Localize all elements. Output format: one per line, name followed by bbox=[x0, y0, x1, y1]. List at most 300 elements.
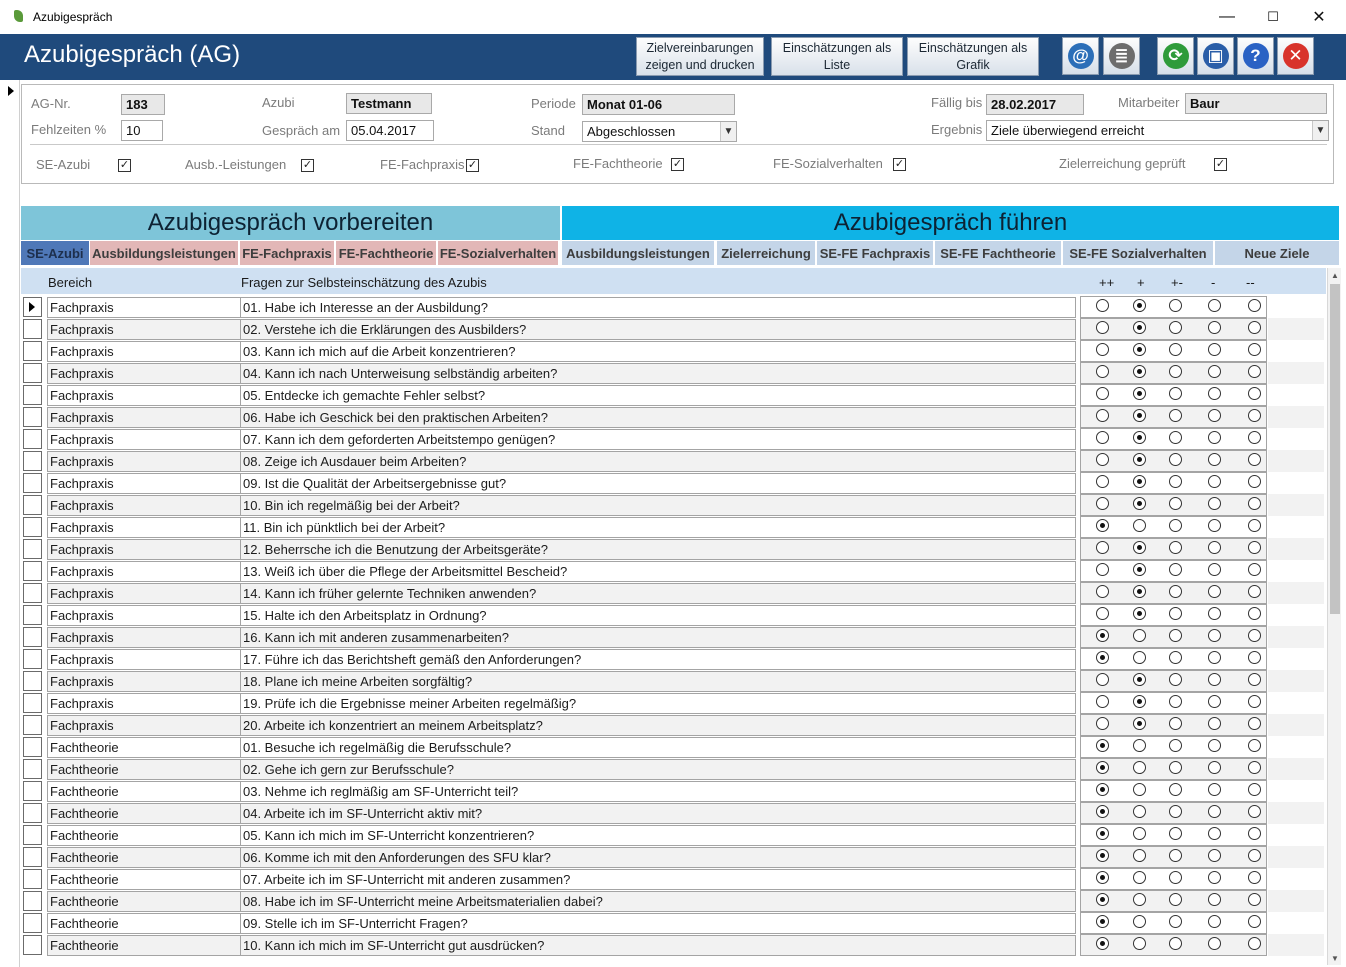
rating-radio-3[interactable] bbox=[1169, 497, 1182, 510]
save-button[interactable] bbox=[1197, 37, 1234, 75]
cell-bereich[interactable]: Fachtheorie bbox=[47, 781, 240, 802]
rating-radio-5[interactable] bbox=[1248, 717, 1261, 730]
table-row[interactable] bbox=[21, 670, 1326, 692]
cell-frage[interactable]: 11. Bin ich pünktlich bei der Arbeit? bbox=[240, 517, 1076, 538]
azubi-field[interactable]: Testmann bbox=[346, 93, 432, 114]
rating-radio-2[interactable] bbox=[1133, 849, 1146, 862]
rating-radio-4[interactable] bbox=[1208, 299, 1221, 312]
rating-radio-2[interactable] bbox=[1133, 717, 1146, 730]
faellig-field[interactable]: 28.02.2017 bbox=[986, 94, 1084, 115]
cell-frage[interactable]: 15. Halte ich den Arbeitsplatz in Ordnung? bbox=[240, 605, 1076, 626]
cell-bereich[interactable]: Fachtheorie bbox=[47, 759, 240, 780]
rating-radio-1[interactable] bbox=[1096, 607, 1109, 620]
rating-radio-1[interactable] bbox=[1096, 783, 1109, 796]
check-fe-sozialverhalten[interactable]: ✓ bbox=[894, 158, 905, 170]
refresh-button[interactable] bbox=[1157, 37, 1194, 75]
rating-radio-2[interactable] bbox=[1133, 453, 1146, 466]
chevron-down-icon[interactable]: ▼ bbox=[1312, 121, 1328, 140]
table-row[interactable] bbox=[21, 516, 1326, 538]
cell-frage[interactable]: 04. Kann ich nach Unterweisung selbständig arbeiten? bbox=[240, 363, 1076, 384]
rating-radio-2[interactable] bbox=[1133, 893, 1146, 906]
document-button[interactable] bbox=[1103, 37, 1140, 75]
tab-fe-fachpraxis-2[interactable]: FE-Fachpraxis bbox=[240, 241, 334, 265]
rating-radio-4[interactable] bbox=[1208, 321, 1221, 334]
rating-radio-3[interactable] bbox=[1169, 453, 1182, 466]
cell-frage[interactable]: 01. Besuche ich regelmäßig die Berufsschule? bbox=[240, 737, 1076, 758]
rating-radio-4[interactable] bbox=[1208, 695, 1221, 708]
rating-radio-5[interactable] bbox=[1248, 739, 1261, 752]
rating-radio-5[interactable] bbox=[1248, 695, 1261, 708]
table-row[interactable] bbox=[21, 846, 1326, 868]
check-zielerreichung-geprueft[interactable]: ✓ bbox=[1215, 158, 1226, 170]
cell-frage[interactable]: 02. Verstehe ich die Erklärungen des Ausbilders? bbox=[240, 319, 1076, 340]
cell-bereich[interactable]: Fachpraxis bbox=[47, 297, 240, 318]
rating-radio-4[interactable] bbox=[1208, 387, 1221, 400]
row-selector[interactable] bbox=[23, 297, 42, 317]
cell-bereich[interactable]: Fachtheorie bbox=[47, 869, 240, 890]
row-selector[interactable] bbox=[23, 451, 42, 471]
rating-radio-5[interactable] bbox=[1248, 673, 1261, 686]
cell-frage[interactable]: 05. Entdecke ich gemachte Fehler selbst? bbox=[240, 385, 1076, 406]
rating-radio-5[interactable] bbox=[1248, 585, 1261, 598]
table-row[interactable] bbox=[21, 362, 1326, 384]
rating-radio-4[interactable] bbox=[1208, 783, 1221, 796]
vertical-scrollbar[interactable] bbox=[1327, 268, 1341, 965]
cell-bereich[interactable]: Fachtheorie bbox=[47, 847, 240, 868]
rating-radio-5[interactable] bbox=[1248, 827, 1261, 840]
rating-radio-4[interactable] bbox=[1208, 431, 1221, 444]
cell-frage[interactable]: 07. Kann ich dem geforderten Arbeitstempo genügen? bbox=[240, 429, 1076, 450]
rating-radio-2[interactable] bbox=[1133, 783, 1146, 796]
rating-radio-5[interactable] bbox=[1248, 409, 1261, 422]
rating-radio-2[interactable] bbox=[1133, 343, 1146, 356]
table-row[interactable] bbox=[21, 384, 1326, 406]
check-fe-fachpraxis[interactable]: ✓ bbox=[467, 159, 478, 171]
rating-radio-3[interactable] bbox=[1169, 585, 1182, 598]
rating-radio-2[interactable] bbox=[1133, 519, 1146, 532]
cell-frage[interactable]: 08. Zeige ich Ausdauer beim Arbeiten? bbox=[240, 451, 1076, 472]
tab-zielerreichung-6[interactable]: Zielerreichung bbox=[717, 241, 815, 265]
rating-radio-1[interactable] bbox=[1096, 475, 1109, 488]
cell-bereich[interactable]: Fachpraxis bbox=[47, 649, 240, 670]
rating-radio-5[interactable] bbox=[1248, 453, 1261, 466]
row-selector[interactable] bbox=[23, 891, 42, 911]
rating-radio-5[interactable] bbox=[1248, 299, 1261, 312]
window-close-button[interactable]: ✕ bbox=[1312, 9, 1326, 26]
tab-ausbildungsleistungen-5[interactable]: Ausbildungsleistungen bbox=[562, 241, 714, 265]
cell-frage[interactable]: 13. Weiß ich über die Pflege der Arbeitsmittel Bescheid? bbox=[240, 561, 1076, 582]
close-button[interactable] bbox=[1277, 37, 1314, 75]
cell-frage[interactable]: 20. Arbeite ich konzentriert an meinem Arbeitsplatz? bbox=[240, 715, 1076, 736]
row-selector[interactable] bbox=[23, 759, 42, 779]
cell-bereich[interactable]: Fachpraxis bbox=[47, 363, 240, 384]
rating-radio-1[interactable] bbox=[1096, 563, 1109, 576]
zielvereinbarungen-button[interactable]: Zielvereinbarungen zeigen und drucken bbox=[636, 37, 764, 76]
cell-frage[interactable]: 06. Komme ich mit den Anforderungen des SFU klar? bbox=[240, 847, 1076, 868]
cell-bereich[interactable]: Fachtheorie bbox=[47, 737, 240, 758]
rating-radio-3[interactable] bbox=[1169, 607, 1182, 620]
rating-radio-4[interactable] bbox=[1208, 409, 1221, 422]
rating-radio-3[interactable] bbox=[1169, 519, 1182, 532]
row-selector[interactable] bbox=[23, 935, 42, 955]
table-row[interactable] bbox=[21, 494, 1326, 516]
rating-radio-4[interactable] bbox=[1208, 739, 1221, 752]
rating-radio-3[interactable] bbox=[1169, 475, 1182, 488]
tab-se-azubi-0[interactable]: SE-Azubi bbox=[21, 241, 89, 265]
rating-radio-2[interactable] bbox=[1133, 299, 1146, 312]
rating-radio-1[interactable] bbox=[1096, 387, 1109, 400]
table-row[interactable] bbox=[21, 780, 1326, 802]
rating-radio-5[interactable] bbox=[1248, 321, 1261, 334]
rating-radio-3[interactable] bbox=[1169, 915, 1182, 928]
cell-bereich[interactable]: Fachpraxis bbox=[47, 429, 240, 450]
rating-radio-4[interactable] bbox=[1208, 717, 1221, 730]
check-se-azubi[interactable]: ✓ bbox=[119, 159, 130, 171]
cell-frage[interactable]: 10. Kann ich mich im SF-Unterricht gut ausdrücken? bbox=[240, 935, 1076, 956]
cell-bereich[interactable]: Fachpraxis bbox=[47, 539, 240, 560]
periode-field[interactable]: Monat 01-06 bbox=[582, 94, 735, 115]
rating-radio-2[interactable] bbox=[1133, 673, 1146, 686]
rating-radio-1[interactable] bbox=[1096, 365, 1109, 378]
rating-radio-5[interactable] bbox=[1248, 563, 1261, 576]
mitarbeiter-field[interactable]: Baur bbox=[1185, 93, 1327, 114]
rating-radio-3[interactable] bbox=[1169, 541, 1182, 554]
rating-radio-1[interactable] bbox=[1096, 585, 1109, 598]
rating-radio-1[interactable] bbox=[1096, 299, 1109, 312]
rating-radio-5[interactable] bbox=[1248, 629, 1261, 642]
rating-radio-4[interactable] bbox=[1208, 893, 1221, 906]
rating-radio-5[interactable] bbox=[1248, 497, 1261, 510]
cell-bereich[interactable]: Fachpraxis bbox=[47, 715, 240, 736]
rating-radio-3[interactable] bbox=[1169, 409, 1182, 422]
rating-radio-1[interactable] bbox=[1096, 805, 1109, 818]
rating-radio-4[interactable] bbox=[1208, 585, 1221, 598]
rating-radio-5[interactable] bbox=[1248, 365, 1261, 378]
rating-radio-4[interactable] bbox=[1208, 761, 1221, 774]
scroll-up-icon[interactable]: ▲ bbox=[1331, 270, 1339, 280]
rating-radio-3[interactable] bbox=[1169, 299, 1182, 312]
table-row[interactable] bbox=[21, 758, 1326, 780]
rating-radio-5[interactable] bbox=[1248, 893, 1261, 906]
rating-radio-1[interactable] bbox=[1096, 871, 1109, 884]
scroll-thumb[interactable] bbox=[1330, 284, 1340, 614]
rating-radio-3[interactable] bbox=[1169, 695, 1182, 708]
rating-radio-4[interactable] bbox=[1208, 475, 1221, 488]
cell-frage[interactable]: 01. Habe ich Interesse an der Ausbildung? bbox=[240, 297, 1076, 318]
cell-bereich[interactable]: Fachtheorie bbox=[47, 935, 240, 956]
table-row[interactable] bbox=[21, 824, 1326, 846]
rating-radio-5[interactable] bbox=[1248, 937, 1261, 950]
rating-radio-3[interactable] bbox=[1169, 629, 1182, 642]
cell-bereich[interactable]: Fachpraxis bbox=[47, 605, 240, 626]
minimize-button[interactable]: — bbox=[1219, 8, 1235, 25]
rating-radio-2[interactable] bbox=[1133, 541, 1146, 554]
row-selector[interactable] bbox=[23, 385, 42, 405]
rating-radio-1[interactable] bbox=[1096, 519, 1109, 532]
table-row[interactable] bbox=[21, 868, 1326, 890]
cell-frage[interactable]: 05. Kann ich mich im SF-Unterricht konzentrieren? bbox=[240, 825, 1076, 846]
rating-radio-4[interactable] bbox=[1208, 849, 1221, 862]
rating-radio-2[interactable] bbox=[1133, 607, 1146, 620]
tab-fe-sozialverhalten-4[interactable]: FE-Sozialverhalten bbox=[438, 241, 558, 265]
cell-frage[interactable]: 08. Habe ich im SF-Unterricht meine Arbeitsmaterialien dabei? bbox=[240, 891, 1076, 912]
gespraech-date-input[interactable]: 05.04.2017 bbox=[346, 120, 434, 141]
cell-frage[interactable]: 16. Kann ich mit anderen zusammenarbeiten? bbox=[240, 627, 1076, 648]
rating-radio-2[interactable] bbox=[1133, 937, 1146, 950]
rating-radio-1[interactable] bbox=[1096, 695, 1109, 708]
rating-radio-3[interactable] bbox=[1169, 871, 1182, 884]
rating-radio-5[interactable] bbox=[1248, 761, 1261, 774]
rating-radio-4[interactable] bbox=[1208, 563, 1221, 576]
cell-frage[interactable]: 03. Kann ich mich auf die Arbeit konzentrieren? bbox=[240, 341, 1076, 362]
rating-radio-1[interactable] bbox=[1096, 915, 1109, 928]
table-row[interactable] bbox=[21, 648, 1326, 670]
row-selector[interactable] bbox=[23, 319, 42, 339]
cell-bereich[interactable]: Fachpraxis bbox=[47, 451, 240, 472]
einschaetzungen-liste-button[interactable]: Einschätzungen als Liste bbox=[771, 37, 903, 76]
rating-radio-3[interactable] bbox=[1169, 739, 1182, 752]
rating-radio-1[interactable] bbox=[1096, 343, 1109, 356]
rating-radio-5[interactable] bbox=[1248, 805, 1261, 818]
row-selector[interactable] bbox=[23, 363, 42, 383]
tab-se-fe-sozialverhalten-9[interactable]: SE-FE Sozialverhalten bbox=[1063, 241, 1213, 265]
table-row[interactable] bbox=[21, 890, 1326, 912]
table-row[interactable] bbox=[21, 604, 1326, 626]
row-selector[interactable] bbox=[23, 495, 42, 515]
row-selector[interactable] bbox=[23, 737, 42, 757]
cell-bereich[interactable]: Fachpraxis bbox=[47, 341, 240, 362]
table-row[interactable] bbox=[21, 560, 1326, 582]
cell-bereich[interactable]: Fachpraxis bbox=[47, 693, 240, 714]
rating-radio-2[interactable] bbox=[1133, 651, 1146, 664]
cell-frage[interactable]: 14. Kann ich früher gelernte Techniken anwenden? bbox=[240, 583, 1076, 604]
rating-radio-4[interactable] bbox=[1208, 343, 1221, 356]
rating-radio-1[interactable] bbox=[1096, 651, 1109, 664]
rating-radio-2[interactable] bbox=[1133, 629, 1146, 642]
rating-radio-5[interactable] bbox=[1248, 475, 1261, 488]
rating-radio-2[interactable] bbox=[1133, 739, 1146, 752]
rating-radio-2[interactable] bbox=[1133, 387, 1146, 400]
table-row[interactable] bbox=[21, 472, 1326, 494]
rating-radio-3[interactable] bbox=[1169, 365, 1182, 378]
rating-radio-4[interactable] bbox=[1208, 915, 1221, 928]
rating-radio-5[interactable] bbox=[1248, 431, 1261, 444]
cell-frage[interactable]: 18. Plane ich meine Arbeiten sorgfältig? bbox=[240, 671, 1076, 692]
table-row[interactable] bbox=[21, 340, 1326, 362]
table-row[interactable] bbox=[21, 318, 1326, 340]
cell-bereich[interactable]: Fachtheorie bbox=[47, 891, 240, 912]
cell-frage[interactable]: 07. Arbeite ich im SF-Unterricht mit anderen zusammen? bbox=[240, 869, 1076, 890]
maximize-button[interactable]: ☐ bbox=[1267, 9, 1279, 24]
rating-radio-4[interactable] bbox=[1208, 937, 1221, 950]
rating-radio-4[interactable] bbox=[1208, 629, 1221, 642]
row-selector[interactable] bbox=[23, 913, 42, 933]
rating-radio-1[interactable] bbox=[1096, 541, 1109, 554]
rating-radio-3[interactable] bbox=[1169, 673, 1182, 686]
chevron-down-icon[interactable]: ▼ bbox=[720, 122, 736, 141]
cell-bereich[interactable]: Fachpraxis bbox=[47, 583, 240, 604]
rating-radio-3[interactable] bbox=[1169, 651, 1182, 664]
table-row[interactable] bbox=[21, 296, 1326, 318]
rating-radio-1[interactable] bbox=[1096, 673, 1109, 686]
rating-radio-2[interactable] bbox=[1133, 497, 1146, 510]
rating-radio-5[interactable] bbox=[1248, 871, 1261, 884]
rating-radio-5[interactable] bbox=[1248, 849, 1261, 862]
row-selector[interactable] bbox=[23, 539, 42, 559]
cell-bereich[interactable]: Fachtheorie bbox=[47, 803, 240, 824]
tab-se-fe-fachpraxis-7[interactable]: SE-FE Fachpraxis bbox=[817, 241, 933, 265]
rating-radio-5[interactable] bbox=[1248, 343, 1261, 356]
cell-frage[interactable]: 19. Prüfe ich die Ergebnisse meiner Arbeiten regelmäßig? bbox=[240, 693, 1076, 714]
cell-bereich[interactable]: Fachpraxis bbox=[47, 319, 240, 340]
row-selector[interactable] bbox=[23, 781, 42, 801]
help-button[interactable] bbox=[1237, 37, 1274, 75]
ergebnis-select[interactable] bbox=[986, 120, 1329, 141]
rating-radio-1[interactable] bbox=[1096, 849, 1109, 862]
ag-nr-field[interactable]: 183 bbox=[121, 94, 165, 115]
rating-radio-2[interactable] bbox=[1133, 321, 1146, 334]
email-button[interactable] bbox=[1062, 37, 1099, 75]
fehlzeiten-input[interactable]: 10 bbox=[121, 120, 163, 141]
rating-radio-2[interactable] bbox=[1133, 585, 1146, 598]
rating-radio-4[interactable] bbox=[1208, 805, 1221, 818]
check-ausb-leistungen[interactable]: ✓ bbox=[302, 159, 313, 171]
rating-radio-3[interactable] bbox=[1169, 343, 1182, 356]
rating-radio-5[interactable] bbox=[1248, 519, 1261, 532]
cell-frage[interactable]: 10. Bin ich regelmäßig bei der Arbeit? bbox=[240, 495, 1076, 516]
rating-radio-4[interactable] bbox=[1208, 541, 1221, 554]
table-row[interactable] bbox=[21, 626, 1326, 648]
rating-radio-2[interactable] bbox=[1133, 827, 1146, 840]
scroll-down-icon[interactable]: ▼ bbox=[1331, 953, 1339, 963]
rating-radio-3[interactable] bbox=[1169, 827, 1182, 840]
rating-radio-2[interactable] bbox=[1133, 871, 1146, 884]
rating-radio-5[interactable] bbox=[1248, 387, 1261, 400]
cell-frage[interactable]: 09. Stelle ich im SF-Unterricht Fragen? bbox=[240, 913, 1076, 934]
rating-radio-2[interactable] bbox=[1133, 695, 1146, 708]
rating-radio-4[interactable] bbox=[1208, 673, 1221, 686]
table-row[interactable] bbox=[21, 934, 1326, 956]
row-selector[interactable] bbox=[23, 693, 42, 713]
rating-radio-1[interactable] bbox=[1096, 717, 1109, 730]
row-selector[interactable] bbox=[23, 825, 42, 845]
rating-radio-3[interactable] bbox=[1169, 563, 1182, 576]
cell-bereich[interactable]: Fachpraxis bbox=[47, 671, 240, 692]
cell-frage[interactable]: 17. Führe ich das Berichtsheft gemäß den Anforderungen? bbox=[240, 649, 1076, 670]
rating-radio-2[interactable] bbox=[1133, 475, 1146, 488]
cell-bereich[interactable]: Fachpraxis bbox=[47, 407, 240, 428]
row-selector[interactable] bbox=[23, 517, 42, 537]
tab-neue-ziele-10[interactable]: Neue Ziele bbox=[1215, 241, 1339, 265]
rating-radio-1[interactable] bbox=[1096, 893, 1109, 906]
rating-radio-2[interactable] bbox=[1133, 563, 1146, 576]
rating-radio-1[interactable] bbox=[1096, 739, 1109, 752]
rating-radio-3[interactable] bbox=[1169, 717, 1182, 730]
rating-radio-2[interactable] bbox=[1133, 431, 1146, 444]
table-row[interactable] bbox=[21, 802, 1326, 824]
rating-radio-4[interactable] bbox=[1208, 607, 1221, 620]
table-row[interactable] bbox=[21, 912, 1326, 934]
rating-radio-4[interactable] bbox=[1208, 453, 1221, 466]
stand-select[interactable] bbox=[582, 121, 737, 142]
table-row[interactable] bbox=[21, 428, 1326, 450]
rating-radio-2[interactable] bbox=[1133, 915, 1146, 928]
cell-bereich[interactable]: Fachpraxis bbox=[47, 495, 240, 516]
row-selector[interactable] bbox=[23, 847, 42, 867]
rating-radio-1[interactable] bbox=[1096, 937, 1109, 950]
rating-radio-1[interactable] bbox=[1096, 761, 1109, 774]
rating-radio-4[interactable] bbox=[1208, 827, 1221, 840]
row-selector[interactable] bbox=[23, 473, 42, 493]
rating-radio-3[interactable] bbox=[1169, 937, 1182, 950]
rating-radio-3[interactable] bbox=[1169, 783, 1182, 796]
cell-bereich[interactable]: Fachpraxis bbox=[47, 561, 240, 582]
row-selector[interactable] bbox=[23, 583, 42, 603]
rating-radio-4[interactable] bbox=[1208, 651, 1221, 664]
rating-radio-3[interactable] bbox=[1169, 387, 1182, 400]
rating-radio-4[interactable] bbox=[1208, 365, 1221, 378]
rating-radio-5[interactable] bbox=[1248, 651, 1261, 664]
rating-radio-4[interactable] bbox=[1208, 871, 1221, 884]
rating-radio-3[interactable] bbox=[1169, 431, 1182, 444]
rating-radio-5[interactable] bbox=[1248, 541, 1261, 554]
row-selector[interactable] bbox=[23, 429, 42, 449]
rating-radio-1[interactable] bbox=[1096, 497, 1109, 510]
cell-bereich[interactable]: Fachtheorie bbox=[47, 825, 240, 846]
cell-bereich[interactable]: Fachpraxis bbox=[47, 473, 240, 494]
rating-radio-5[interactable] bbox=[1248, 607, 1261, 620]
cell-bereich[interactable]: Fachpraxis bbox=[47, 627, 240, 648]
rating-radio-5[interactable] bbox=[1248, 915, 1261, 928]
cell-frage[interactable]: 09. Ist die Qualität der Arbeitsergebnisse gut? bbox=[240, 473, 1076, 494]
rating-radio-2[interactable] bbox=[1133, 805, 1146, 818]
cell-frage[interactable]: 12. Beherrsche ich die Benutzung der Arbeitsgeräte? bbox=[240, 539, 1076, 560]
table-row[interactable] bbox=[21, 538, 1326, 560]
cell-bereich[interactable]: Fachtheorie bbox=[47, 913, 240, 934]
cell-frage[interactable]: 02. Gehe ich gern zur Berufsschule? bbox=[240, 759, 1076, 780]
table-row[interactable] bbox=[21, 406, 1326, 428]
row-selector[interactable] bbox=[23, 649, 42, 669]
rating-radio-4[interactable] bbox=[1208, 497, 1221, 510]
table-row[interactable] bbox=[21, 450, 1326, 472]
cell-frage[interactable]: 03. Nehme ich reglmäßig am SF-Unterricht teil? bbox=[240, 781, 1076, 802]
rating-radio-3[interactable] bbox=[1169, 849, 1182, 862]
table-row[interactable] bbox=[21, 736, 1326, 758]
rating-radio-3[interactable] bbox=[1169, 805, 1182, 818]
cell-bereich[interactable]: Fachpraxis bbox=[47, 517, 240, 538]
row-selector[interactable] bbox=[23, 561, 42, 581]
rating-radio-1[interactable] bbox=[1096, 409, 1109, 422]
cell-frage[interactable]: 06. Habe ich Geschick bei den praktischen Arbeiten? bbox=[240, 407, 1076, 428]
row-selector[interactable] bbox=[23, 671, 42, 691]
table-row[interactable] bbox=[21, 692, 1326, 714]
rating-radio-3[interactable] bbox=[1169, 761, 1182, 774]
rating-radio-5[interactable] bbox=[1248, 783, 1261, 796]
rating-radio-1[interactable] bbox=[1096, 431, 1109, 444]
row-selector[interactable] bbox=[23, 407, 42, 427]
row-selector[interactable] bbox=[23, 605, 42, 625]
table-row[interactable] bbox=[21, 582, 1326, 604]
rating-radio-1[interactable] bbox=[1096, 453, 1109, 466]
check-fe-fachtheorie[interactable]: ✓ bbox=[672, 158, 683, 170]
rating-radio-1[interactable] bbox=[1096, 827, 1109, 840]
rating-radio-2[interactable] bbox=[1133, 761, 1146, 774]
rating-radio-3[interactable] bbox=[1169, 893, 1182, 906]
einschaetzungen-grafik-button[interactable]: Einschätzungen als Grafik bbox=[907, 37, 1039, 76]
row-selector[interactable] bbox=[23, 803, 42, 823]
cell-frage[interactable]: 04. Arbeite ich im SF-Unterricht aktiv mit? bbox=[240, 803, 1076, 824]
rating-radio-4[interactable] bbox=[1208, 519, 1221, 532]
